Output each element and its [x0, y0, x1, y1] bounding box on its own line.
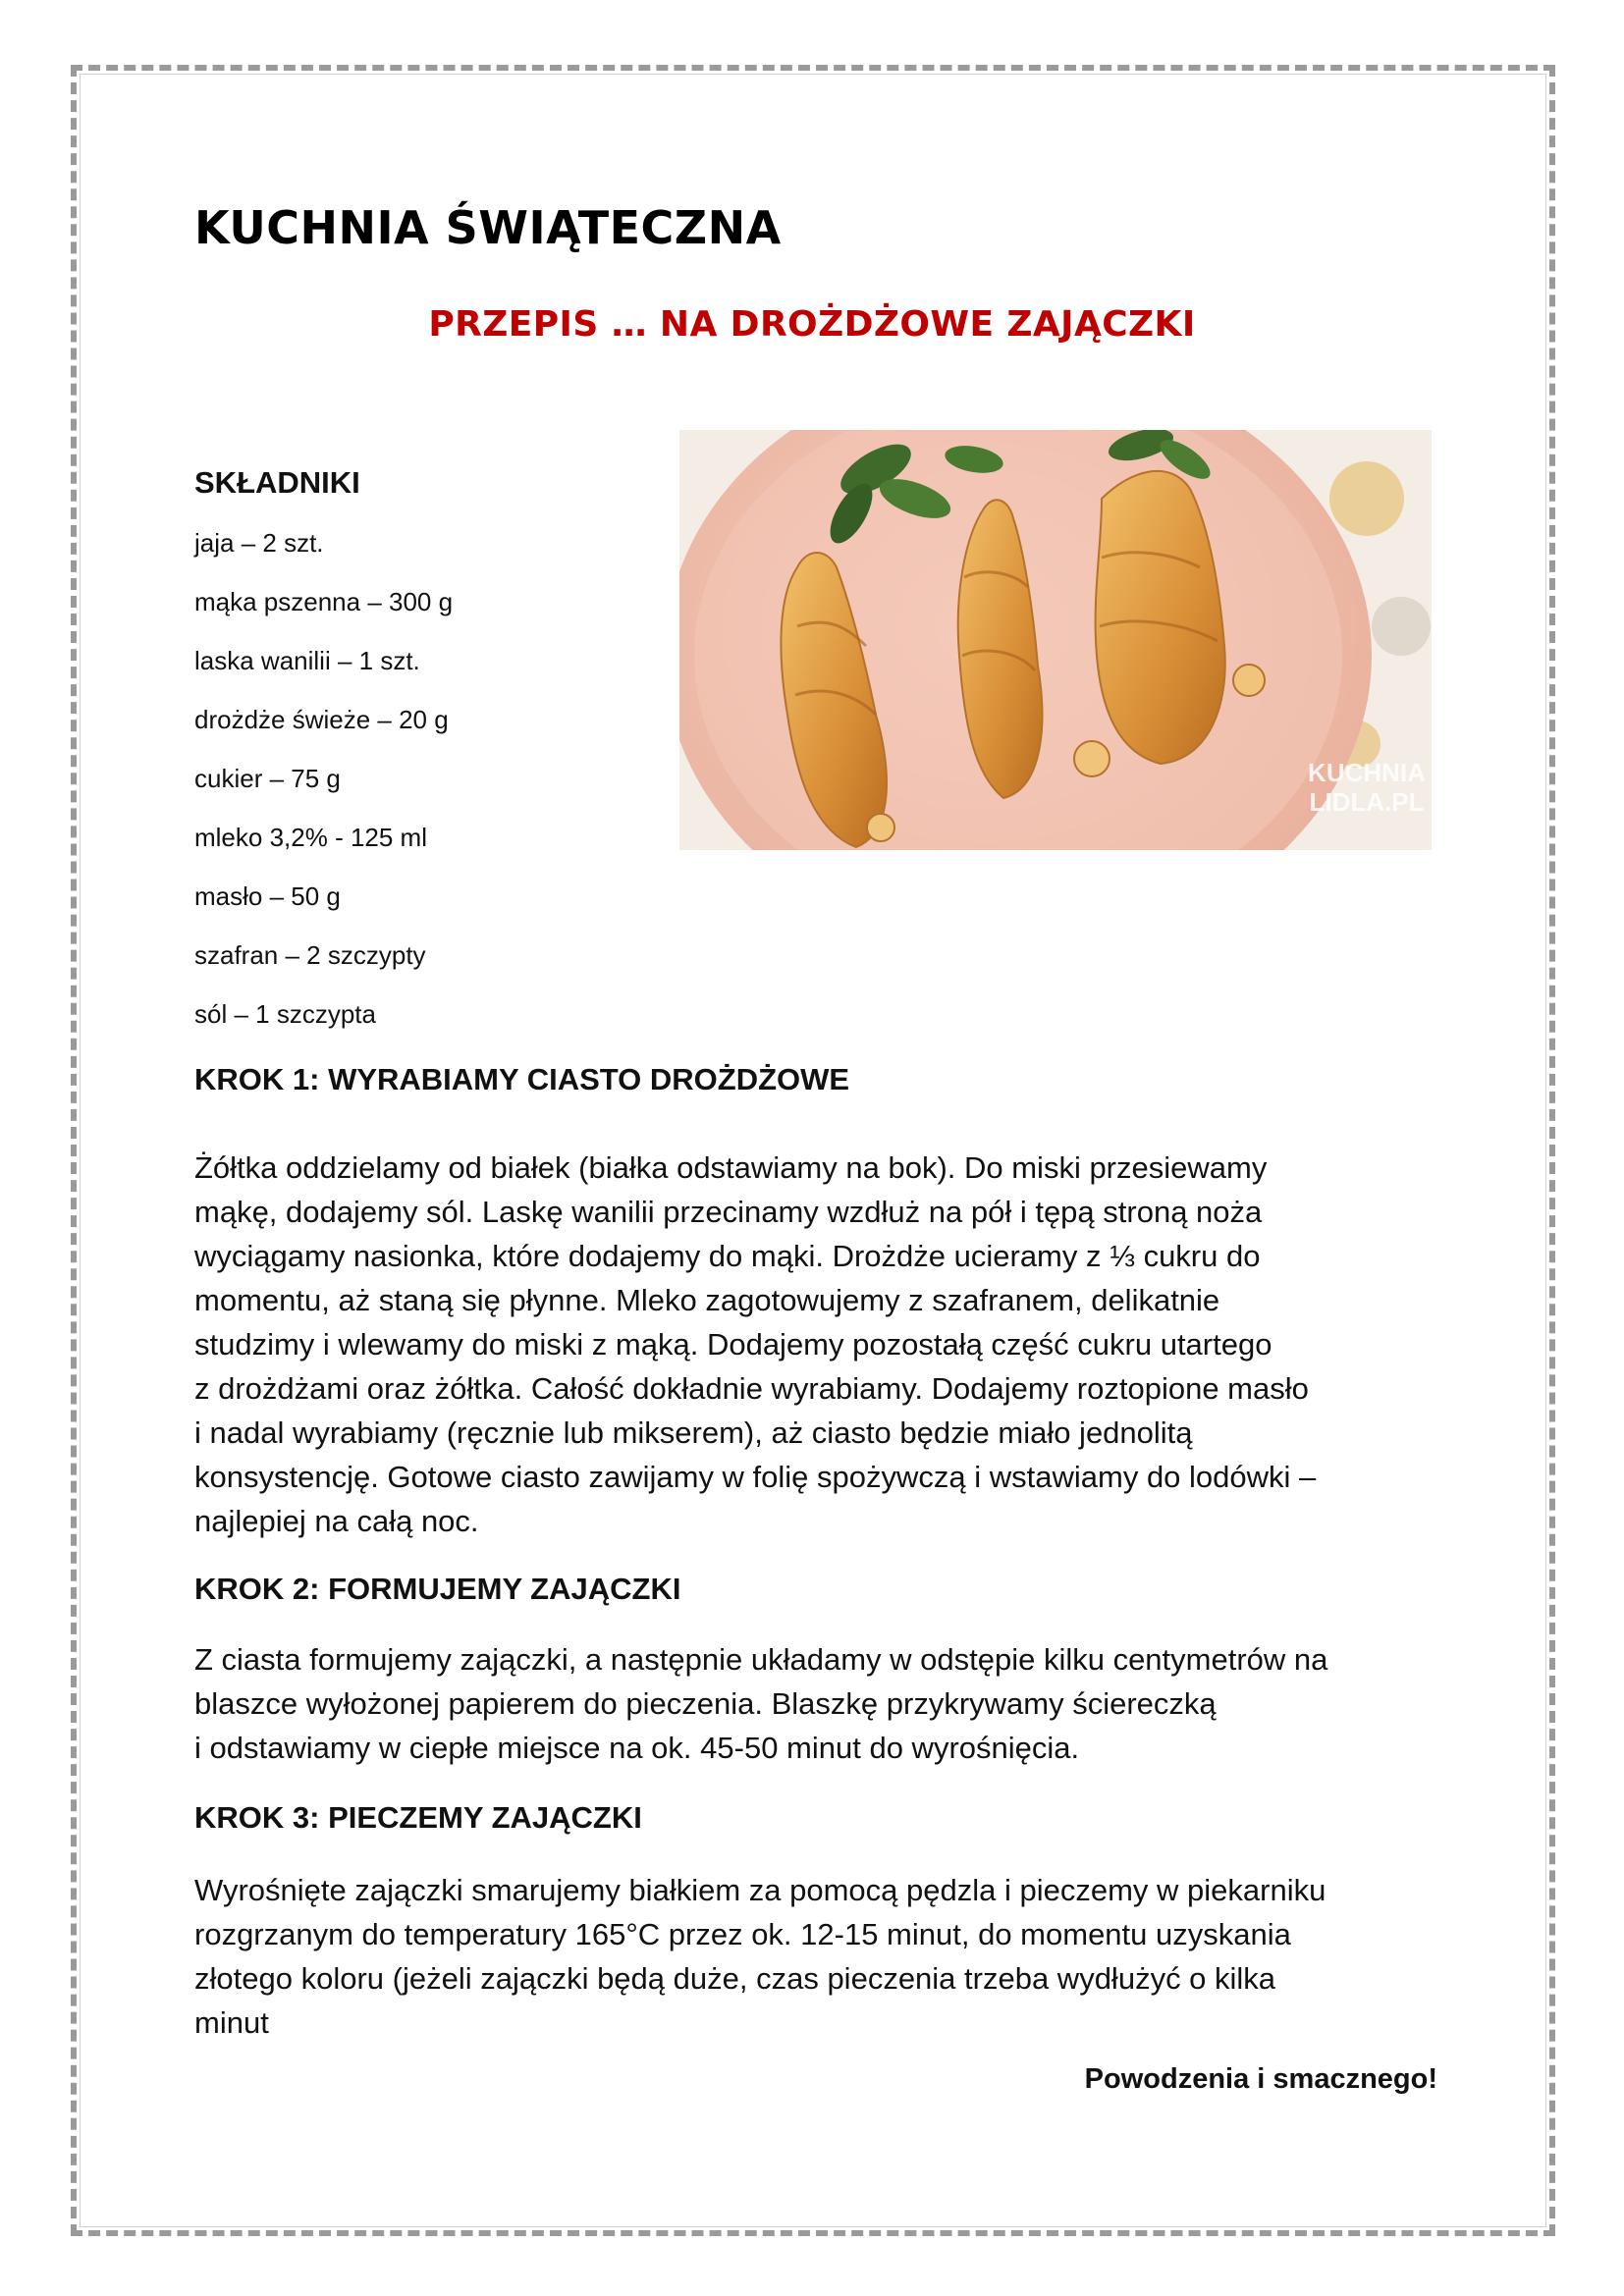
step-text-line: momentu, aż staną się płynne. Mleko zagotowujemy z szafranem, delikatnie: [194, 1283, 1220, 1317]
closing-note: Powodzenia i smacznego!: [1084, 2063, 1437, 2095]
step-text-line: Z ciasta formujemy zajączki, a następnie układamy w odstępie kilku centymetrów na: [194, 1642, 1328, 1677]
step-text-line: mąkę, dodajemy sól. Laskę wanilii przecinamy wzdłuż na pół i tępą stroną noża: [194, 1195, 1263, 1229]
step-text-line: najlepiej na całą noc.: [194, 1504, 479, 1538]
ingredient-item: mleko 3,2% - 125 ml: [194, 823, 427, 852]
recipe-photo: [679, 430, 1432, 850]
watermark-line2: LIDLA.PL: [1309, 787, 1425, 817]
ingredient-item: mąka pszenna – 300 g: [194, 587, 454, 616]
ingredients-list: [194, 527, 453, 1057]
ingredient-item: szafran – 2 szczypty: [194, 940, 426, 970]
ingredient-item: laska wanilii – 1 szt.: [194, 646, 420, 675]
step-text-line: wyciągamy nasionka, które dodajemy do mąki. Drożdże ucieramy z ⅓ cukru do: [194, 1239, 1261, 1273]
step-2-text: [194, 1637, 1451, 1770]
step-3-text: [194, 1868, 1451, 2045]
step-2-heading: KROK 2: FORMUJEMY ZAJĄCZKI: [194, 1572, 681, 1606]
document-title: KUCHNIA ŚWIĄTECZNA: [194, 201, 782, 254]
step-text-line: i nadal wyrabiamy (ręcznie lub mikserem), aż ciasto będzie miało jednolitą: [194, 1415, 1193, 1450]
step-1-heading: KROK 1: WYRABIAMY CIASTO DROŻDŻOWE: [194, 1062, 850, 1096]
ingredient-item: drożdże świeże – 20 g: [194, 705, 449, 734]
step-3-heading: KROK 3: PIECZEMY ZAJĄCZKI: [194, 1800, 642, 1835]
step-1-text: [194, 1146, 1451, 1543]
step-text-line: konsystencję. Gotowe ciasto zawijamy w folię spożywczą i wstawiamy do lodówki –: [194, 1460, 1317, 1494]
step-text-line: z drożdżami oraz żółtka. Całość dokładnie wyrabiamy. Dodajemy roztopione masło: [194, 1371, 1309, 1406]
ingredient-item: jaja – 2 szt.: [194, 528, 324, 558]
watermark-line1: KUCHNIA: [1308, 758, 1426, 787]
ingredient-item: masło – 50 g: [194, 881, 341, 911]
step-text-line: minut: [194, 2005, 269, 2040]
step-text-line: złotego koloru (jeżeli zajączki będą duże, czas pieczenia trzeba wydłużyć o kilka: [194, 1961, 1276, 1996]
recipe-title: PRZEPIS … NA DROŻDŻOWE ZAJĄCZKI: [428, 304, 1196, 345]
ingredient-item: sól – 1 szczypta: [194, 999, 376, 1029]
ingredient-item: cukier – 75 g: [194, 764, 341, 793]
step-text-line: studzimy i wlewamy do miski z mąką. Dodajemy pozostałą część cukru utartego: [194, 1327, 1272, 1362]
ingredients-heading: SKŁADNIKI: [194, 465, 360, 500]
step-text-line: blaszce wyłożonej papierem do pieczenia. Blaszkę przykrywamy ściereczką: [194, 1686, 1217, 1721]
step-text-line: Żółtka oddzielamy od białek (białka odstawiamy na bok). Do miski przesiewamy: [194, 1150, 1268, 1185]
step-text-line: Wyrośnięte zajączki smarujemy białkiem za pomocą pędzla i pieczemy w piekarniku: [194, 1873, 1326, 1907]
step-text-line: i odstawiamy w ciepłe miejsce na ok. 45-50 minut do wyrośnięcia.: [194, 1731, 1080, 1765]
step-text-line: rozgrzanym do temperatury 165°C przez ok. 12-15 minut, do momentu uzyskania: [194, 1917, 1291, 1951]
